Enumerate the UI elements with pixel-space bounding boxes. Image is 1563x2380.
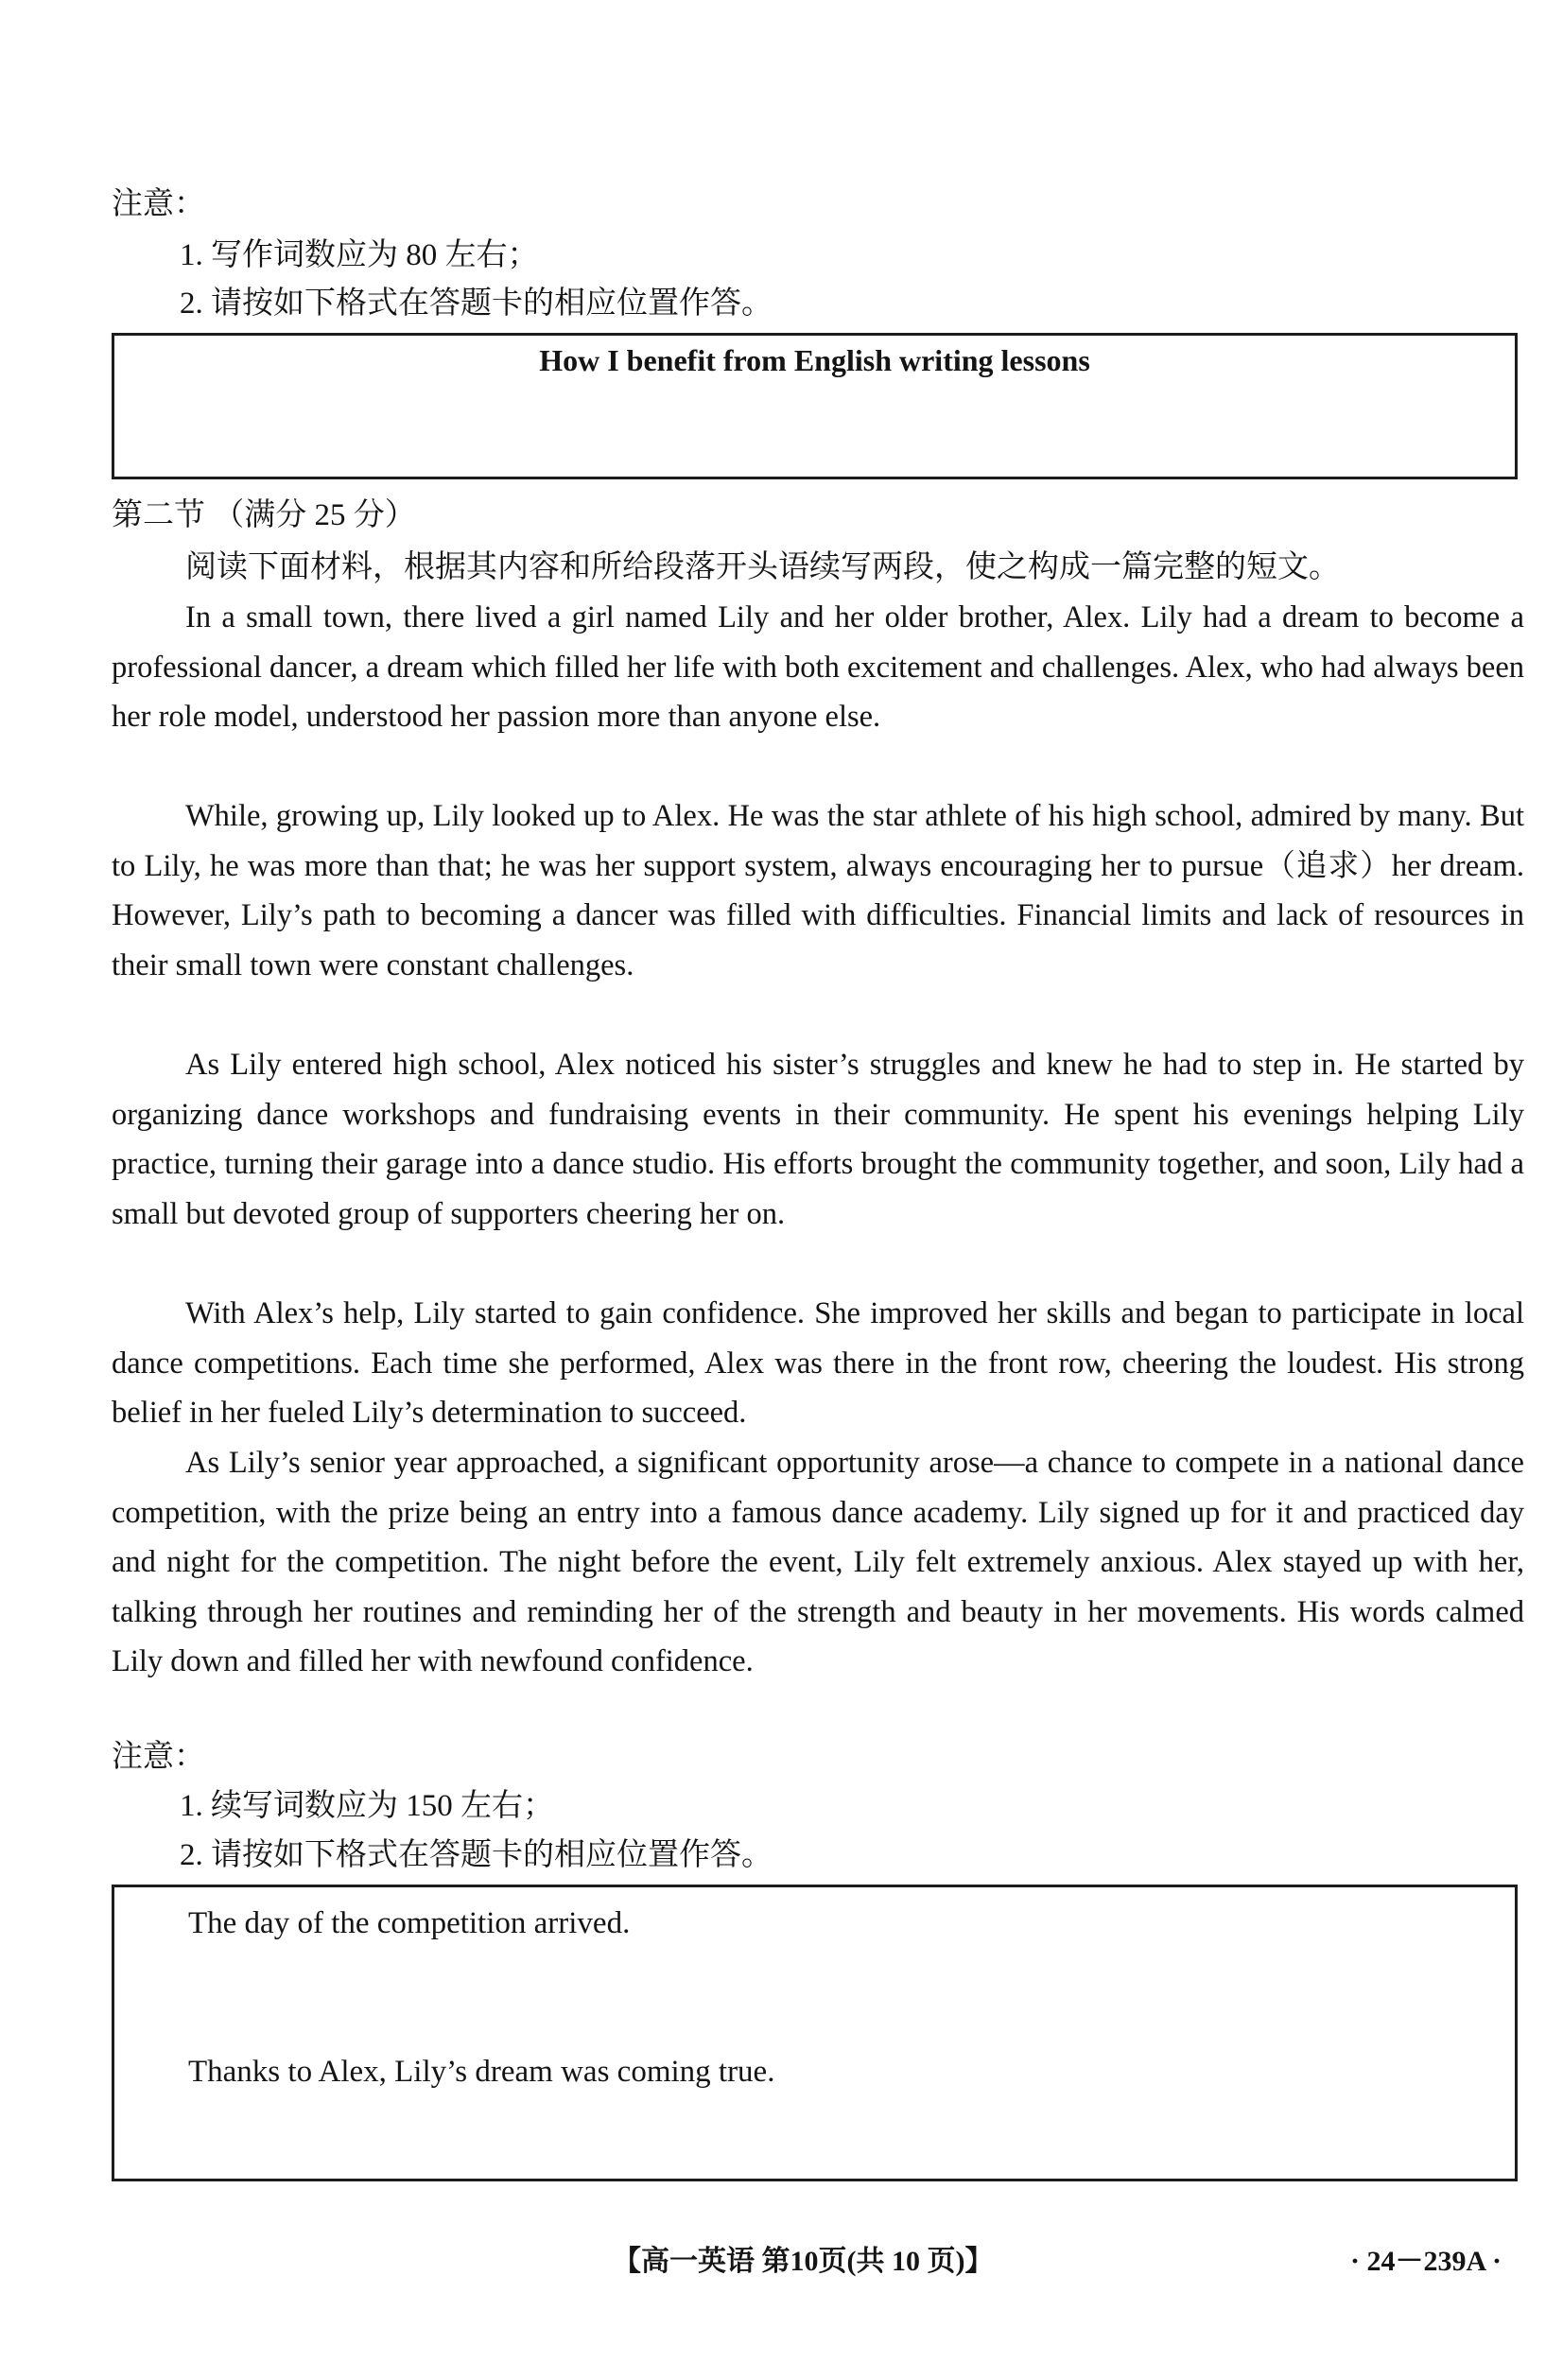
writing-box-title: How I benefit from English writing lessons bbox=[539, 343, 1090, 377]
notes-label: 注意： bbox=[112, 1740, 205, 1774]
story-paragraph: With Alex’s help, Lily started to gain confidence. She improved her skills and began to participate in local dance competitions. Each time she performed, Alex was there in the front row, cheering the loudest. His strong belief in her fueled Lily’s determination to succeed. bbox=[112, 1296, 1524, 1430]
story-paragraph: While, growing up, Lily looked up to Alex. He was the star athlete of his high school, admired by many. But to Lily, he was more than that; he was her support system, always encouraging her to pursue（追求）her dream. However, Lily’s path to becoming a dancer was filled with difficulties. Financial limits and lack of resources in their small town were constant challenges. bbox=[112, 799, 1524, 982]
writing-answer-box bbox=[112, 333, 1518, 479]
paragraph-starter: The day of the competition arrived. bbox=[188, 1906, 631, 1940]
paragraph-starter: Thanks to Alex, Lily’s dream was coming true. bbox=[188, 2055, 775, 2089]
section-title: 第二节 （满分 25 分） bbox=[112, 498, 416, 532]
continuation-answer-box bbox=[112, 1885, 1518, 2181]
notes-label: 注意： bbox=[112, 187, 205, 221]
note-item: 2. 请按如下格式在答题卡的相应位置作答。 bbox=[180, 1838, 773, 1872]
page-footer: 【高一英语 第10页(共 10 页)】 bbox=[613, 2246, 994, 2277]
note-item: 1. 续写词数应为 150 左右； bbox=[180, 1789, 554, 1823]
story-paragraph: In a small town, there lived a girl named Lily and her older brother, Alex. Lily had a dream to become a professional dancer, a dream which filled her life with both excitement and challenges. Alex, who had always been her role model, understood her passion more than anyone else. bbox=[112, 600, 1524, 734]
story-paragraph: As Lily’s senior year approached, a significant opportunity arose—a chance to compete in a national dance competition, with the prize being an entry into a famous dance academy. Lily signed up for it and practiced day and night for the competition. The night before the event, Lily felt extremely anxious. Alex stayed up with her, talking through her routines and reminding her of the strength and beauty in her movements. His words calmed Lily down and filled her with newfound confidence. bbox=[112, 1446, 1524, 1678]
paper-code: · 24－239A · bbox=[1350, 2246, 1502, 2277]
note-item: 1. 写作词数应为 80 左右； bbox=[180, 238, 539, 272]
note-item: 2. 请按如下格式在答题卡的相应位置作答。 bbox=[180, 287, 773, 321]
section-instruction: 阅读下面材料，根据其内容和所给段落开头语续写两段，使之构成一篇完整的短文。 bbox=[185, 550, 1340, 584]
story-paragraph: As Lily entered high school, Alex noticed his sister’s struggles and knew he had to step in. He started by organizing dance workshops and fundraising events in their community. He spent his evenings helping Lily practice, turning their garage into a dance studio. His efforts brought the community together, and soon, Lily had a small but devoted group of supporters cheering her on. bbox=[112, 1048, 1524, 1231]
